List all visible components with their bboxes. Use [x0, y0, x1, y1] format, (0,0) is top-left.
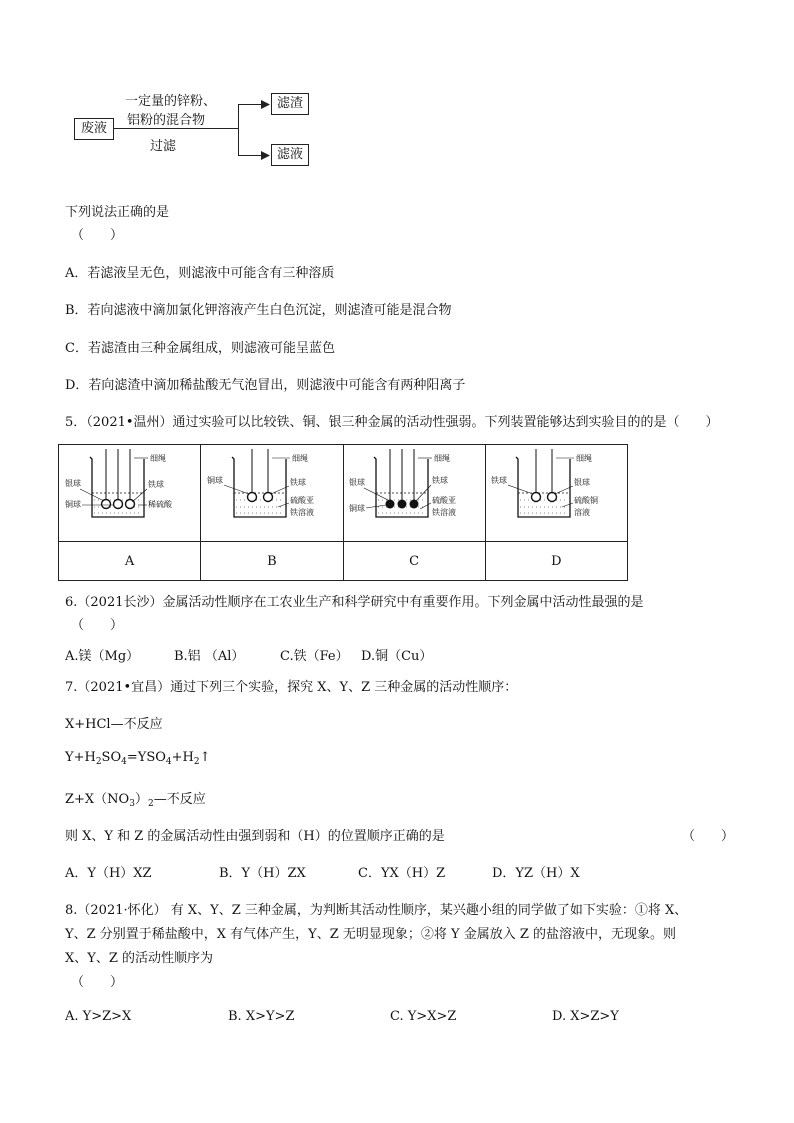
apparatus-b-cell [201, 445, 343, 542]
reagent-label-2: 铝粉的混合物 [127, 113, 206, 128]
q4-option-c: C．若滤渣由三种金属组成，则滤液可能呈蓝色 [65, 341, 335, 356]
d-rope-label: 细绳 [576, 454, 593, 463]
q7-eq2: $Y+H_2SO_4=YSO_4+H_2↑$ [65, 750, 211, 767]
arrow-head-bottom-icon [261, 151, 271, 160]
q4-option-a: A．若滤液呈无色，则滤液中可能含有三种溶质 [65, 266, 335, 281]
d-iron-label: 铁球 [491, 476, 508, 485]
c-silver-label: 银球 [349, 478, 366, 487]
apparatus-d-cell [485, 445, 627, 542]
q7-option-a: A．Y（H）XZ [65, 866, 152, 881]
q8-option-d: D. X>Z>Y [552, 1009, 619, 1024]
q8-option-b: B. X>Y>Z [228, 1009, 295, 1024]
c-rope-label: 细绳 [434, 454, 451, 463]
operation-label: 过滤 [150, 139, 177, 154]
q5-stem: 5．（2021•温州）通过实验可以比较铁、铜、银三种金属的活动性强弱。下列装置能够达到实验目的的是（ ） [65, 415, 719, 430]
q6-bracket: （ ） [71, 618, 124, 633]
apparatus-d-label: D [485, 542, 627, 581]
arrow-head-top-icon [261, 100, 271, 109]
q5-apparatus-table [58, 444, 628, 581]
flow-main-line [113, 128, 238, 129]
apparatus-b-label: B [201, 542, 343, 581]
apparatus-a-label: A [59, 542, 201, 581]
q7-option-c: C．YX（H）Z [358, 866, 446, 881]
a-solution-label: 稀硫酸 [147, 500, 172, 509]
apparatus-a-cell [59, 445, 201, 542]
apparatus-c-figure [344, 445, 484, 537]
q4-stem: 下列说法正确的是 [65, 205, 170, 220]
apparatus-d-figure [486, 445, 626, 537]
q6-option-a: A.镁（Mg） [65, 649, 140, 664]
c-sol2-label: 铁溶液 [432, 508, 457, 517]
residue-box: 滤渣 [271, 93, 309, 115]
d-silver-label: 银球 [574, 478, 591, 487]
d-sol1-label: 硫酸铜 [574, 496, 599, 505]
apparatus-b-figure [202, 445, 342, 537]
q7-eq1: X+HCl—不反应 [65, 717, 163, 732]
q7-stem: 7.（2021•宜昌）通过下列三个实验，探究 X、Y、Z 三种金属的活动性顺序： [65, 680, 518, 695]
q6-option-d: D.铜（Cu） [361, 649, 433, 664]
a-rope-label: 细绳 [149, 454, 166, 463]
q7-option-b: B．Y（H）ZX [219, 866, 306, 881]
q4-option-d: D．若向滤渣中滴加稀盐酸无气泡冒出，则滤液中可能含有两种阳离子 [65, 378, 466, 393]
source-box: 废液 [74, 118, 114, 140]
d-sol2-label: 溶液 [574, 508, 591, 517]
q6-stem: 6.（2021长沙）金属活动性顺序在工农业生产和科学研究中有重要作用。下列金属中活动性最强的是 [65, 595, 644, 610]
apparatus-a-figure [60, 445, 200, 537]
b-rope-label: 细绳 [291, 454, 308, 463]
b-copper-label: 铜球 [206, 476, 223, 485]
apparatus-c-label: C [343, 542, 485, 581]
q7-bracket: （ ） [682, 829, 735, 844]
c-iron-label: 铁球 [432, 476, 449, 485]
q7-eq3: $Z+X(NO_3)_2—$不反应 [65, 792, 206, 809]
flow-bottom-line [238, 155, 263, 156]
flow-top-line [238, 104, 263, 105]
q7-option-d: D．YZ（H）X [492, 866, 580, 881]
q8-bracket: （ ） [71, 975, 124, 990]
q6-option-b: B.铝 （Al） [174, 649, 245, 664]
q8-line3: X、Y、Z 的活动性顺序为 [65, 951, 214, 966]
c-copper-label: 铜球 [349, 504, 366, 513]
b-iron-label: 铁球 [289, 478, 306, 487]
q4-bracket: （ ） [71, 228, 124, 243]
q8-option-c: C. Y>X>Z [390, 1009, 457, 1024]
a-silver-label: 银球 [64, 479, 81, 488]
flow-branch-line [238, 104, 239, 155]
q7-question: 则 X、Y 和 Z 的金属活动性由强到弱和（H）的位置顺序正确的是 [65, 829, 445, 844]
q6-option-c: C.铁（Fe） [280, 649, 349, 664]
a-iron-label: 铁球 [147, 480, 164, 489]
reagent-label-1: 一定量的锌粉、 [125, 94, 217, 109]
b-sol1-label: 硫酸亚 [289, 496, 314, 505]
apparatus-c-cell [343, 445, 485, 542]
c-sol1-label: 硫酸亚 [432, 496, 457, 505]
q8-option-a: A. Y>Z>X [65, 1009, 132, 1024]
q4-option-b: B．若向滤液中滴加氯化钾溶液产生白色沉淀，则滤渣可能是混合物 [65, 303, 452, 318]
a-copper-label: 铜球 [64, 500, 81, 509]
filtrate-box: 滤液 [271, 144, 309, 166]
b-sol2-label: 铁溶液 [289, 508, 314, 517]
q8-line2: Y、Z 分别置于稀盐酸中，X 有气体产生，Y、Z 无明显现象；②将 Y 金属放入 Z 的盐溶液中，无现象。则 [65, 927, 677, 942]
q8-line1: 8.（2021·怀化） 有 X、Y、Z 三种金属，为判断其活动性顺序，某兴趣小组的同学做了如下实验：①将 X、 [65, 903, 688, 918]
